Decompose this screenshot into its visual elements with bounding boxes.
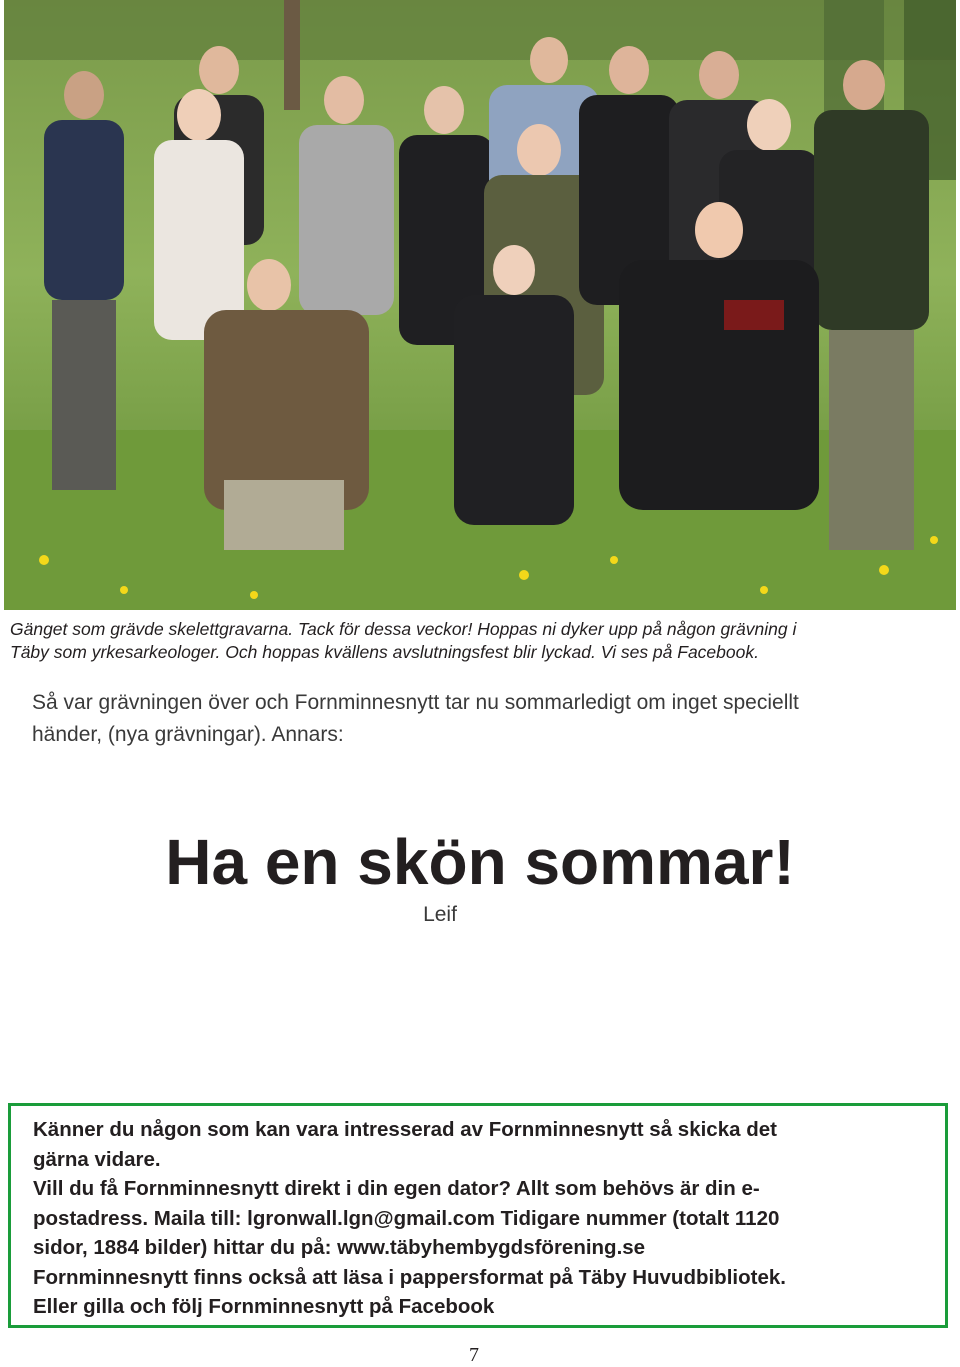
notice-line: Fornminnesnytt finns också att läsa i pappersformat på Täby Huvudbibliotek. [33, 1265, 786, 1289]
notice-line: gärna vidare. [33, 1147, 161, 1171]
caption-line: Gänget som grävde skelettgravarna. Tack för dessa veckor! Hoppas ni dyker upp på någon grävning i [10, 619, 797, 639]
notice-line: Eller gilla och följ Fornminnesnytt på Facebook [33, 1295, 495, 1318]
intro-line: händer, (nya grävningar). Annars: [32, 723, 344, 746]
group-photo [4, 0, 956, 610]
page-number: 7 [469, 1344, 479, 1366]
intro-line: Så var grävningen över och Fornminnesnytt tar nu sommarledigt om inget speciellt [32, 691, 799, 714]
notice-line: Vill du få Fornminnesnytt direkt i din egen dator? Allt som behövs är din e- [33, 1177, 760, 1200]
photo-caption [10, 618, 950, 664]
summer-greeting-headline: Ha en skön sommar! [165, 826, 795, 898]
intro-paragraph [32, 687, 932, 751]
signature: Leif [423, 903, 457, 926]
newsletter-notice-box [8, 1103, 948, 1328]
notice-line: sidor, 1884 bilder) hittar du på: www.täbyhembygdsförening.se [33, 1236, 646, 1259]
notice-line: Känner du någon som kan vara intresserad av Fornminnesnytt så skicka det [33, 1118, 777, 1141]
caption-line: Täby som yrkesarkeologer. Och hoppas kvällens avslutningsfest blir lyckad. Vi ses på Facebook. [10, 642, 759, 662]
notice-line: postadress. Maila till: lgronwall.lgn@gmail.com Tidigare nummer (totalt 1120 [33, 1206, 780, 1230]
